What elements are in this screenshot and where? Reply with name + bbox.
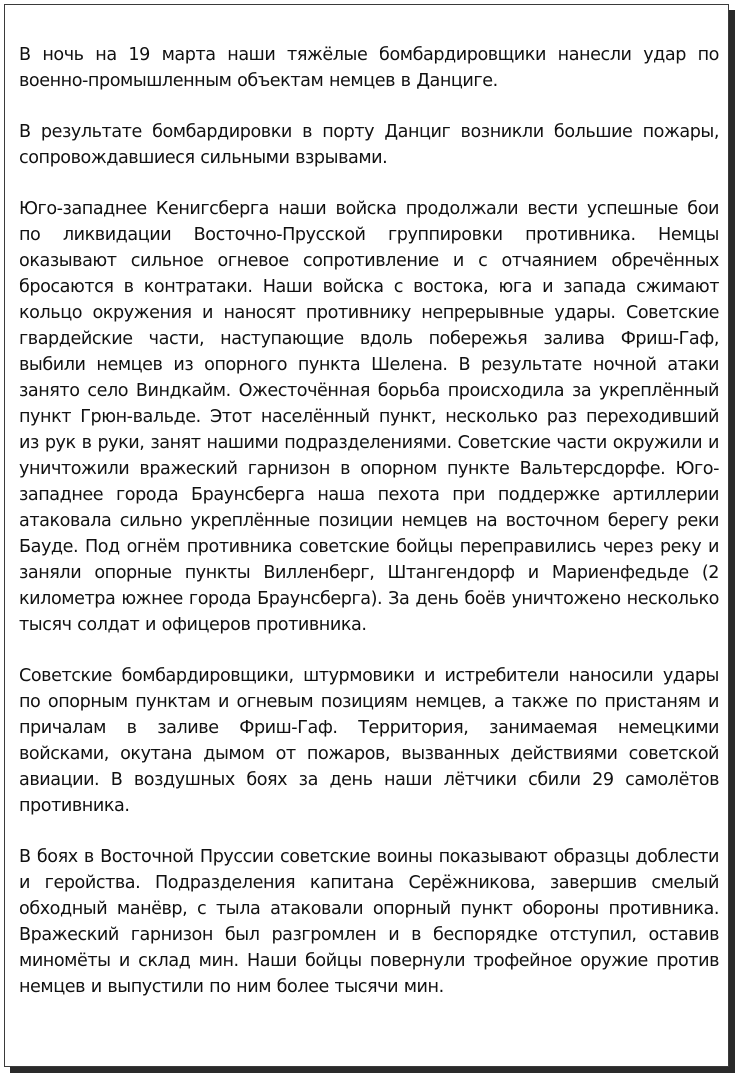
paragraph-danzig-bombing: В ночь на 19 марта наши тяжёлые бомбардировщики нанесли удар по военно-промышленным объектам немцев в Данциге. [19, 45, 719, 91]
document-page [4, 4, 729, 1067]
document-body [19, 42, 719, 1025]
paragraph-east-prussia-heroism: В боях в Восточной Пруссии советские воины показывают образцы доблести и геройства. Подразделения капитана Серёжникова, завершив смелый обходный манёвр, с тыла атаковали опорный пункт обороны противника. Вражеский гарнизон был разгромлен и в беспорядке отступил, оставив миномёты и склад мин. Наши бойцы повернули трофейное оружие против немцев и выпустили по ним более тысячи мин. [19, 847, 719, 997]
paragraph-konigsberg-battles: Юго-западнее Кенигсберга наши войска продолжали вести успешные бои по ликвидации Восточно-Прусской группировки противника. Немцы оказывают сильное огневое сопротивление и с отчаянием обречённых бросаются в контратаки. Наши войска с востока, юга и запада сжимают кольцо окружения и наносят противнику непрерывные удары. Советские гвардейские части, наступающие вдоль побережья залива Фриш-Гаф, выбили немцев из опорного пункта Шелена. В результате ночной атаки занято село Виндкайм. Ожесточённая борьба происходила за укреплённый пункт Грюн-вальде. Этот населённый пункт, несколько раз переходивший из рук в руки, занят нашими подразделениями. Советские части окружили и уничтожили вражеский гарнизон в опорном пункте Вальтерсдорфе. Юго-западнее города Браунсберга наша пехота при поддержке артиллерии атаковала сильно укреплённые позиции немцев на восточном берегу реки Бауде. Под огнём противника советские бойцы переправились через реку и заняли опорные пункты Вилленберг, Штангендорф и Мариенфедьде (2 километра южнее города Браунсберга). За день боёв уничтожено несколько тысяч солдат и офицеров противника. [19, 199, 719, 635]
paragraph-danzig-fires: В результате бомбардировки в порту Данциг возникли большие пожары, сопровождавшиеся сильными взрывами. [19, 122, 719, 168]
paragraph-air-strikes: Советские бомбардировщики, штурмовики и истребители наносили удары по опорным пунктам и огневым позициям немцев, а также по пристаням и причалам в заливе Фриш-Гаф. Территория, занимаемая немецкими войсками, окутана дымом от пожаров, вызванных действиями советской авиации. В воздушных боях за день наши лётчики сбили 29 самолётов противника. [19, 666, 719, 816]
